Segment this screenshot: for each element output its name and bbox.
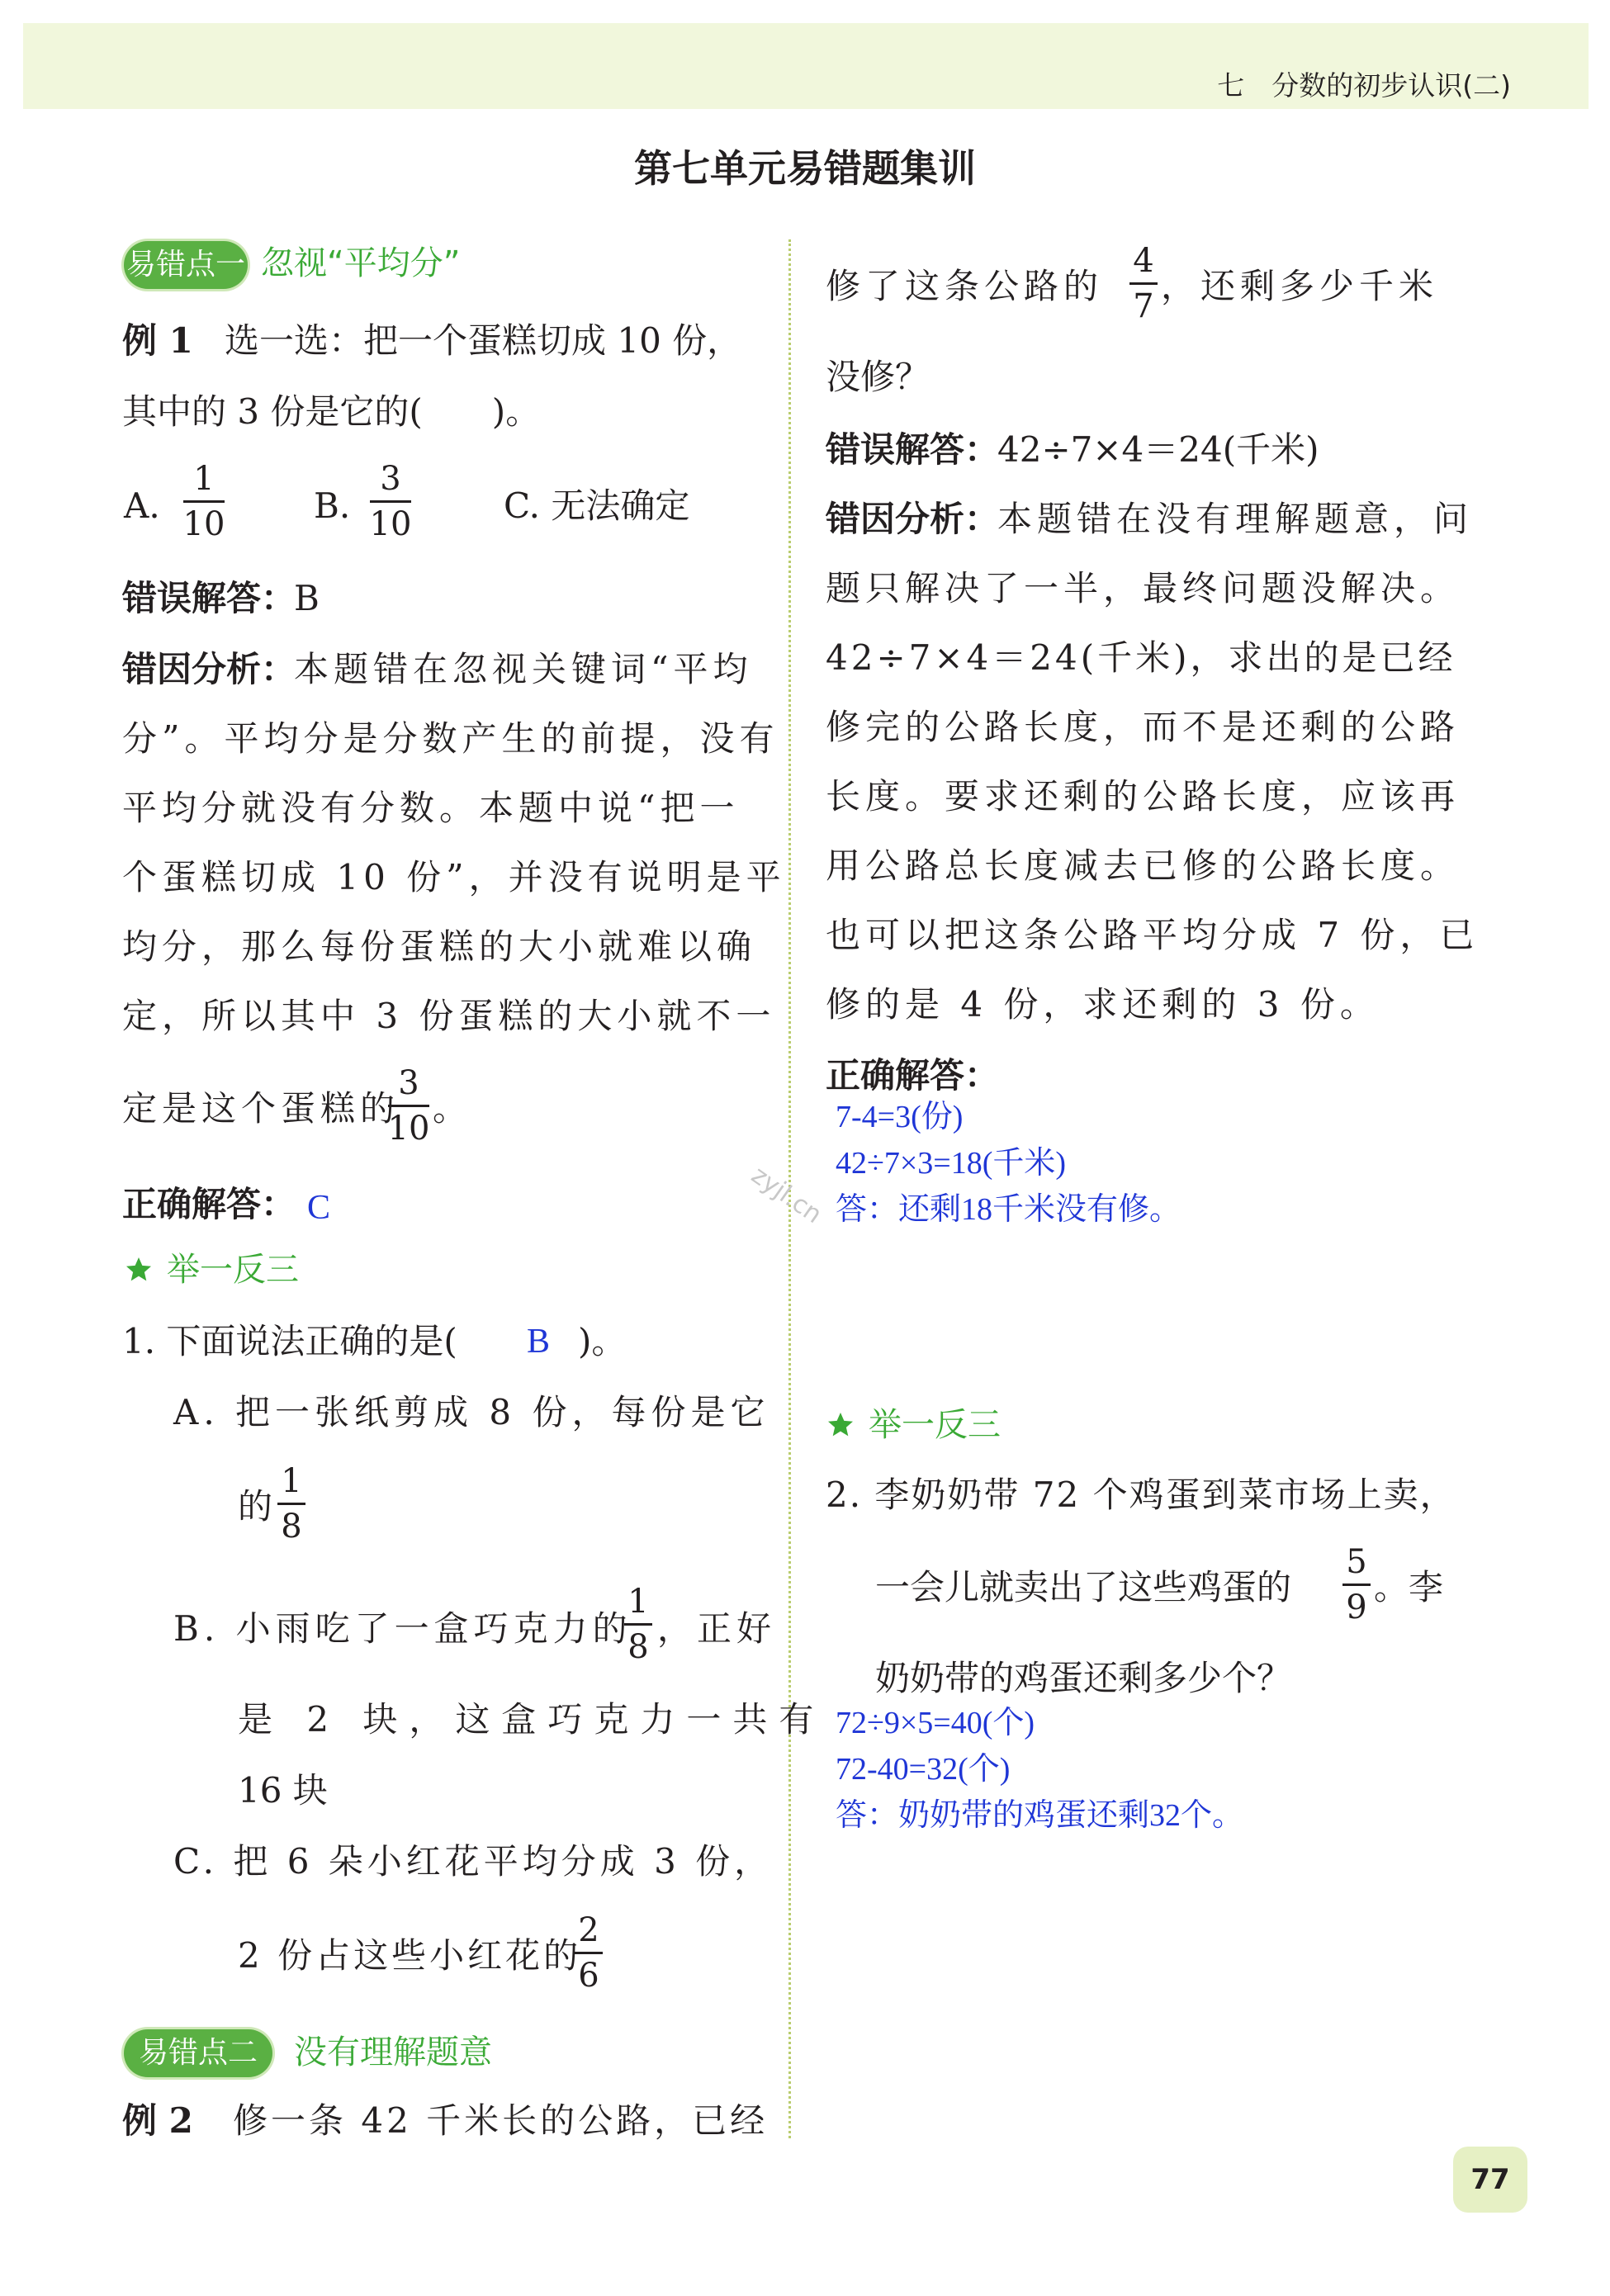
- error-point-badge-2: 易错点二: [124, 2029, 272, 2077]
- option-c: C. 无法确定: [504, 485, 690, 526]
- practice-2-answer-line2: 72-40=32(个): [836, 1752, 1011, 1787]
- analysis-1-line7: 定是这个蛋糕的: [122, 1088, 400, 1129]
- option-b-denominator: 10: [369, 505, 412, 543]
- correct-answer-line2: 42÷7×3=18(千米): [836, 1146, 1067, 1181]
- analysis-1-line4: 个蛋糕切成 10 份”，并没有说明是平: [122, 857, 786, 897]
- example-2-question-line2-end: ，还剩多少千米: [1161, 266, 1439, 306]
- analysis-2-line1: 本题错在没有理解题意，问: [997, 499, 1474, 539]
- wrong-answer-label-1: 错误解答：: [122, 578, 296, 618]
- practice-2-line3: 奶奶带的鸡蛋还剩多少个？: [875, 1658, 1292, 1698]
- example-2-label: 例 2: [122, 2100, 193, 2141]
- correct-answer-line1: 7-4=3(份): [836, 1100, 964, 1134]
- correct-answer-label-2: 正确解答：: [826, 1055, 1000, 1096]
- analysis-2-line5: 长度。要求还剩的公路长度，应该再: [826, 776, 1461, 817]
- practice-2-line2: 一会儿就卖出了这些鸡蛋的: [875, 1567, 1292, 1607]
- practice-1-option-b-fraction: [624, 1585, 652, 1664]
- wrong-answer-value-1: B: [294, 578, 320, 618]
- watermark: zyjl.cn: [746, 1160, 827, 1230]
- practice-2-denominator: 9: [1346, 1588, 1367, 1626]
- analysis-1-line2: 分”。平均分是分数产生的前提，没有: [122, 718, 779, 759]
- page-number: 77: [1453, 2147, 1527, 2213]
- practice-2-line2-end: 。李: [1374, 1567, 1444, 1607]
- example-2-question-line2: 修了这条公路的: [826, 266, 1104, 306]
- star-icon: [826, 1410, 855, 1440]
- analysis-2-line3: 42÷7×4＝24(千米)，求出的是已经: [826, 637, 1456, 678]
- practice-1-option-c-numerator: 2: [578, 1911, 599, 1949]
- option-a-numerator: 1: [193, 460, 215, 498]
- analysis-2-line7: 也可以把这条公路平均分成 7 份，已: [826, 915, 1480, 955]
- example-2-question-line1: 修一条 42 千米长的公路，已经: [233, 2100, 769, 2141]
- practice-2-line1: 2. 李奶奶带 72 个鸡蛋到菜市场上卖，: [826, 1475, 1456, 1515]
- analysis-1-line3: 平均分就没有分数。本题中说“把一: [122, 788, 740, 828]
- practice-1-option-b-numerator: 1: [627, 1583, 649, 1621]
- example-1-question-line2: 其中的 3 份是它的( )。: [122, 391, 541, 432]
- practice-1-option-b-line2: 是 2 块，这盒巧克力一共有: [238, 1699, 826, 1740]
- analysis-1-line7-end: 。: [433, 1088, 468, 1129]
- practice-1-question: 1. 下面说法正确的是(: [122, 1321, 457, 1361]
- practice-1-option-c-fraction: [575, 1911, 603, 1995]
- correct-answer-value-1: C: [307, 1189, 331, 1227]
- practice-1-option-c-line1: C. 把 6 朵小红花平均分成 3 份，: [173, 1841, 774, 1882]
- practice-1-answer: B: [527, 1323, 551, 1361]
- practice-1-option-a-line1: A. 把一张纸剪成 8 份，每份是它: [173, 1392, 770, 1432]
- practice-1-option-c-line2: 2 份占这些小红花的: [238, 1935, 582, 1976]
- analysis-1-line6: 定，所以其中 3 份蛋糕的大小就不一: [122, 996, 776, 1036]
- wrong-answer-value-2: 42÷7×4＝24(千米): [997, 429, 1319, 470]
- practice-2-numerator: 5: [1346, 1543, 1367, 1581]
- wrong-answer-label-2: 错误解答：: [826, 429, 1000, 470]
- example-1-question-line1: 选一选：把一个蛋糕切成 10 份，: [225, 320, 742, 361]
- example-2-question-line3: 没修？: [826, 357, 930, 397]
- correct-answer-line3: 答：还剩18千米没有修。: [836, 1192, 1181, 1227]
- analysis-1-denominator: 10: [387, 1110, 430, 1148]
- topic-2: 没有理解题意: [294, 2033, 492, 2071]
- practice-1-option-a-fraction: [277, 1462, 305, 1546]
- error-point-badge-1: 易错点一: [124, 241, 248, 289]
- example-1-label: 例 1: [122, 320, 193, 361]
- practice-label-1: 举一反三: [167, 1251, 299, 1289]
- practice-label-2: 举一反三: [869, 1406, 1001, 1444]
- practice-2-answer-line1: 72÷9×5=40(个): [836, 1706, 1035, 1740]
- example-2-numerator: 4: [1133, 242, 1154, 280]
- page-title: 第七单元易错题集训: [634, 146, 976, 191]
- practice-2-answer-line3: 答：奶奶带的鸡蛋还剩32个。: [836, 1798, 1244, 1833]
- analysis-1-line1: 本题错在忽视关键词“平均: [294, 649, 753, 689]
- option-a-denominator: 10: [182, 505, 225, 543]
- example-2-denominator: 7: [1133, 287, 1154, 325]
- analysis-label-2: 错因分析：: [826, 499, 1000, 539]
- practice-1-option-a-denominator: 8: [281, 1508, 302, 1546]
- option-b-numerator: 3: [380, 460, 401, 498]
- topic-1: 忽视“平均分”: [261, 244, 461, 282]
- option-b-fraction: [370, 462, 411, 541]
- example-2-fraction: [1129, 244, 1158, 323]
- option-b-label: B.: [314, 485, 351, 526]
- analysis-2-line6: 用公路总长度减去已修的公路长度。: [826, 845, 1461, 886]
- correct-answer-label-1: 正确解答：: [122, 1184, 296, 1224]
- practice-1-option-a-numerator: 1: [281, 1462, 302, 1500]
- option-a-fraction: [183, 462, 225, 541]
- analysis-2-line8: 修的是 4 份，求还剩的 3 份。: [826, 984, 1380, 1025]
- option-a-label: A.: [124, 485, 160, 526]
- practice-1-option-b-line1: B. 小雨吃了一盒巧克力的: [173, 1608, 632, 1649]
- practice-1-option-c-denominator: 6: [578, 1957, 599, 1995]
- practice-1-option-a-line2: 的: [238, 1486, 273, 1527]
- analysis-2-line2: 题只解决了一半，最终问题没解决。: [826, 568, 1461, 608]
- unit-header: 七 分数的初步认识(二): [1217, 69, 1511, 102]
- analysis-2-line4: 修完的公路长度，而不是还剩的公路: [826, 707, 1461, 747]
- practice-1-question-end: )。: [578, 1321, 627, 1361]
- analysis-1-line5: 均分，那么每份蛋糕的大小就难以确: [122, 926, 757, 967]
- practice-1-option-b-line1-end: ，正好: [657, 1608, 777, 1649]
- analysis-label-1: 错因分析：: [122, 649, 296, 689]
- analysis-1-numerator: 3: [398, 1064, 419, 1102]
- star-icon: [124, 1255, 154, 1285]
- practice-1-option-b-denominator: 8: [627, 1628, 649, 1666]
- analysis-1-fraction: [387, 1064, 430, 1148]
- practice-2-fraction: [1342, 1543, 1371, 1626]
- practice-1-option-b-line3: 16 块: [238, 1770, 328, 1811]
